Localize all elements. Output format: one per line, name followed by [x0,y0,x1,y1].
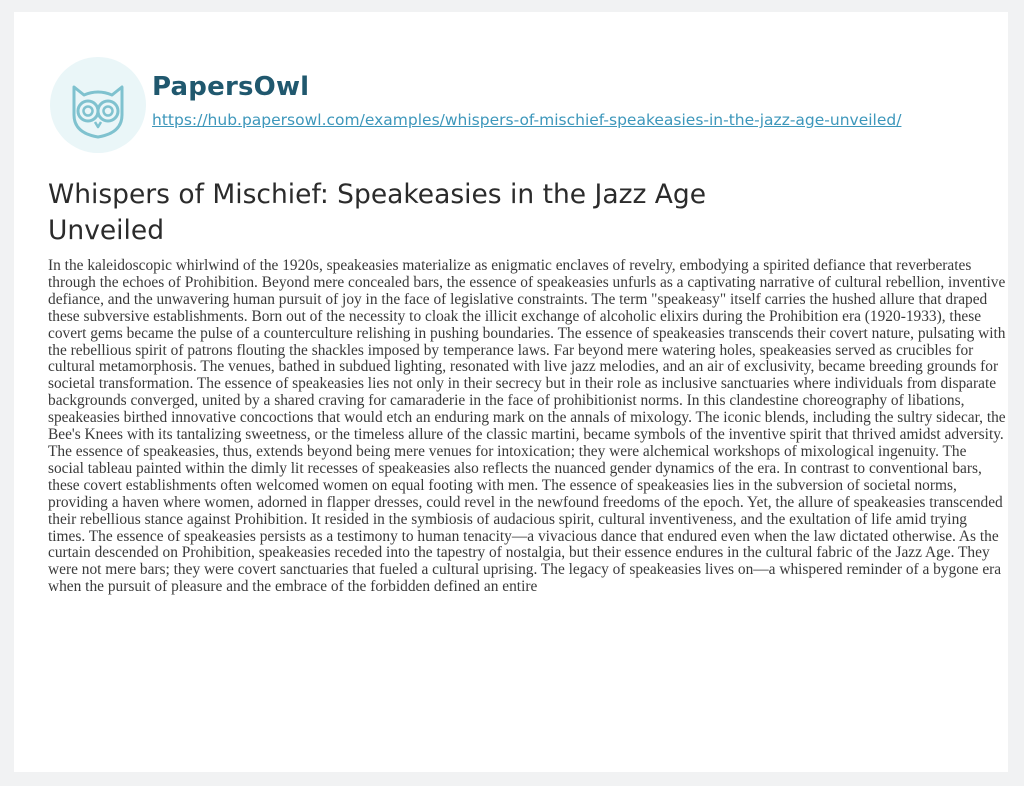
article-body: In the kaleidoscopic whirlwind of the 1920s, speakeasies materialize as enigmatic enclaves of revelry, embodying a spirited defiance that reverberates through the echoes of Prohibition. Beyond mere concealed bars, the essence of speakeasies unfurls as a captivating narrative of cultural rebellion, inventive defiance, and the unwavering human pursuit of joy in the face of legislative constraints. The term "speakeasy" itself carries the hushed allure that draped these subversive establishments. Born out of the necessity to cloak the illicit exchange of alcoholic elixirs during the Prohibition era (1920-1933), these covert gems became the pulse of a counterculture relishing in pushing boundaries. The essence of speakeasies transcends their covert nature, pulsating with the rebellious spirit of patrons flouting the shackles imposed by temperance laws. Far beyond mere watering holes, speakeasies served as crucibles for cultural metamorphosis. The venues, bathed in subdued lighting, resonated with live jazz melodies, and an air of exclusivity, became breeding grounds for societal transformation. The essence of speakeasies lies not only in their secrecy but in their role as inclusive sanctuaries where individuals from disparate backgrounds converged, united by a shared craving for camaraderie in the face of prohibitionist norms. In this clandestine choreography of libations, speakeasies birthed innovative concoctions that would etch an enduring mark on the annals of mixology. The iconic blends, including the sultry sidecar, the Bee's Knees with its tantalizing sweetness, or the timeless allure of the classic martini, became symbols of the inventive spirit that thrived amidst adversity. The essence of speakeasies, thus, extends beyond being mere venues for intoxication; they were alchemical workshops of mixological ingenuity. The social tableau painted within the dimly lit recesses of speakeasies also reflects the nuanced gender dynamics of the era. In contrast to conventional bars, these covert establishments often welcomed women on equal footing with men. The essence of speakeasies lies in the subversion of societal norms, providing a haven where women, adorned in flapper dresses, could revel in the newfound freedoms of the epoch. Yet, the allure of speakeasies transcended their rebellious stance against Prohibition. It resided in the symbiosis of audacious spirit, cultural inventiveness, and the exultation of life amid trying times. The essence of speakeasies persists as a testimony to human tenacity—a vivacious dance that endured even when the law dictated otherwise. As the curtain descended on Prohibition, speakeasies receded into the tapestry of nostalgia, but their essence endures in the cultural fabric of the Jazz Age. They were not mere bars; they were covert sanctuaries that fueled a cultural uprising. The legacy of speakeasies lives on—a whispered reminder of a bygone era when the pursuit of pleasure and the embrace of the forbidden defined an entire [48,257,1006,596]
source-link[interactable]: https://hub.papersowl.com/examples/whispers-of-mischief-speakeasies-in-the-jazz-age-unveiled/ [152,111,902,129]
brand-name: PapersOwl [152,72,310,102]
owl-icon [50,57,146,153]
document-page [14,12,1008,772]
article-title: Whispers of Mischief: Speakeasies in the Jazz Age Unveiled [48,179,707,246]
